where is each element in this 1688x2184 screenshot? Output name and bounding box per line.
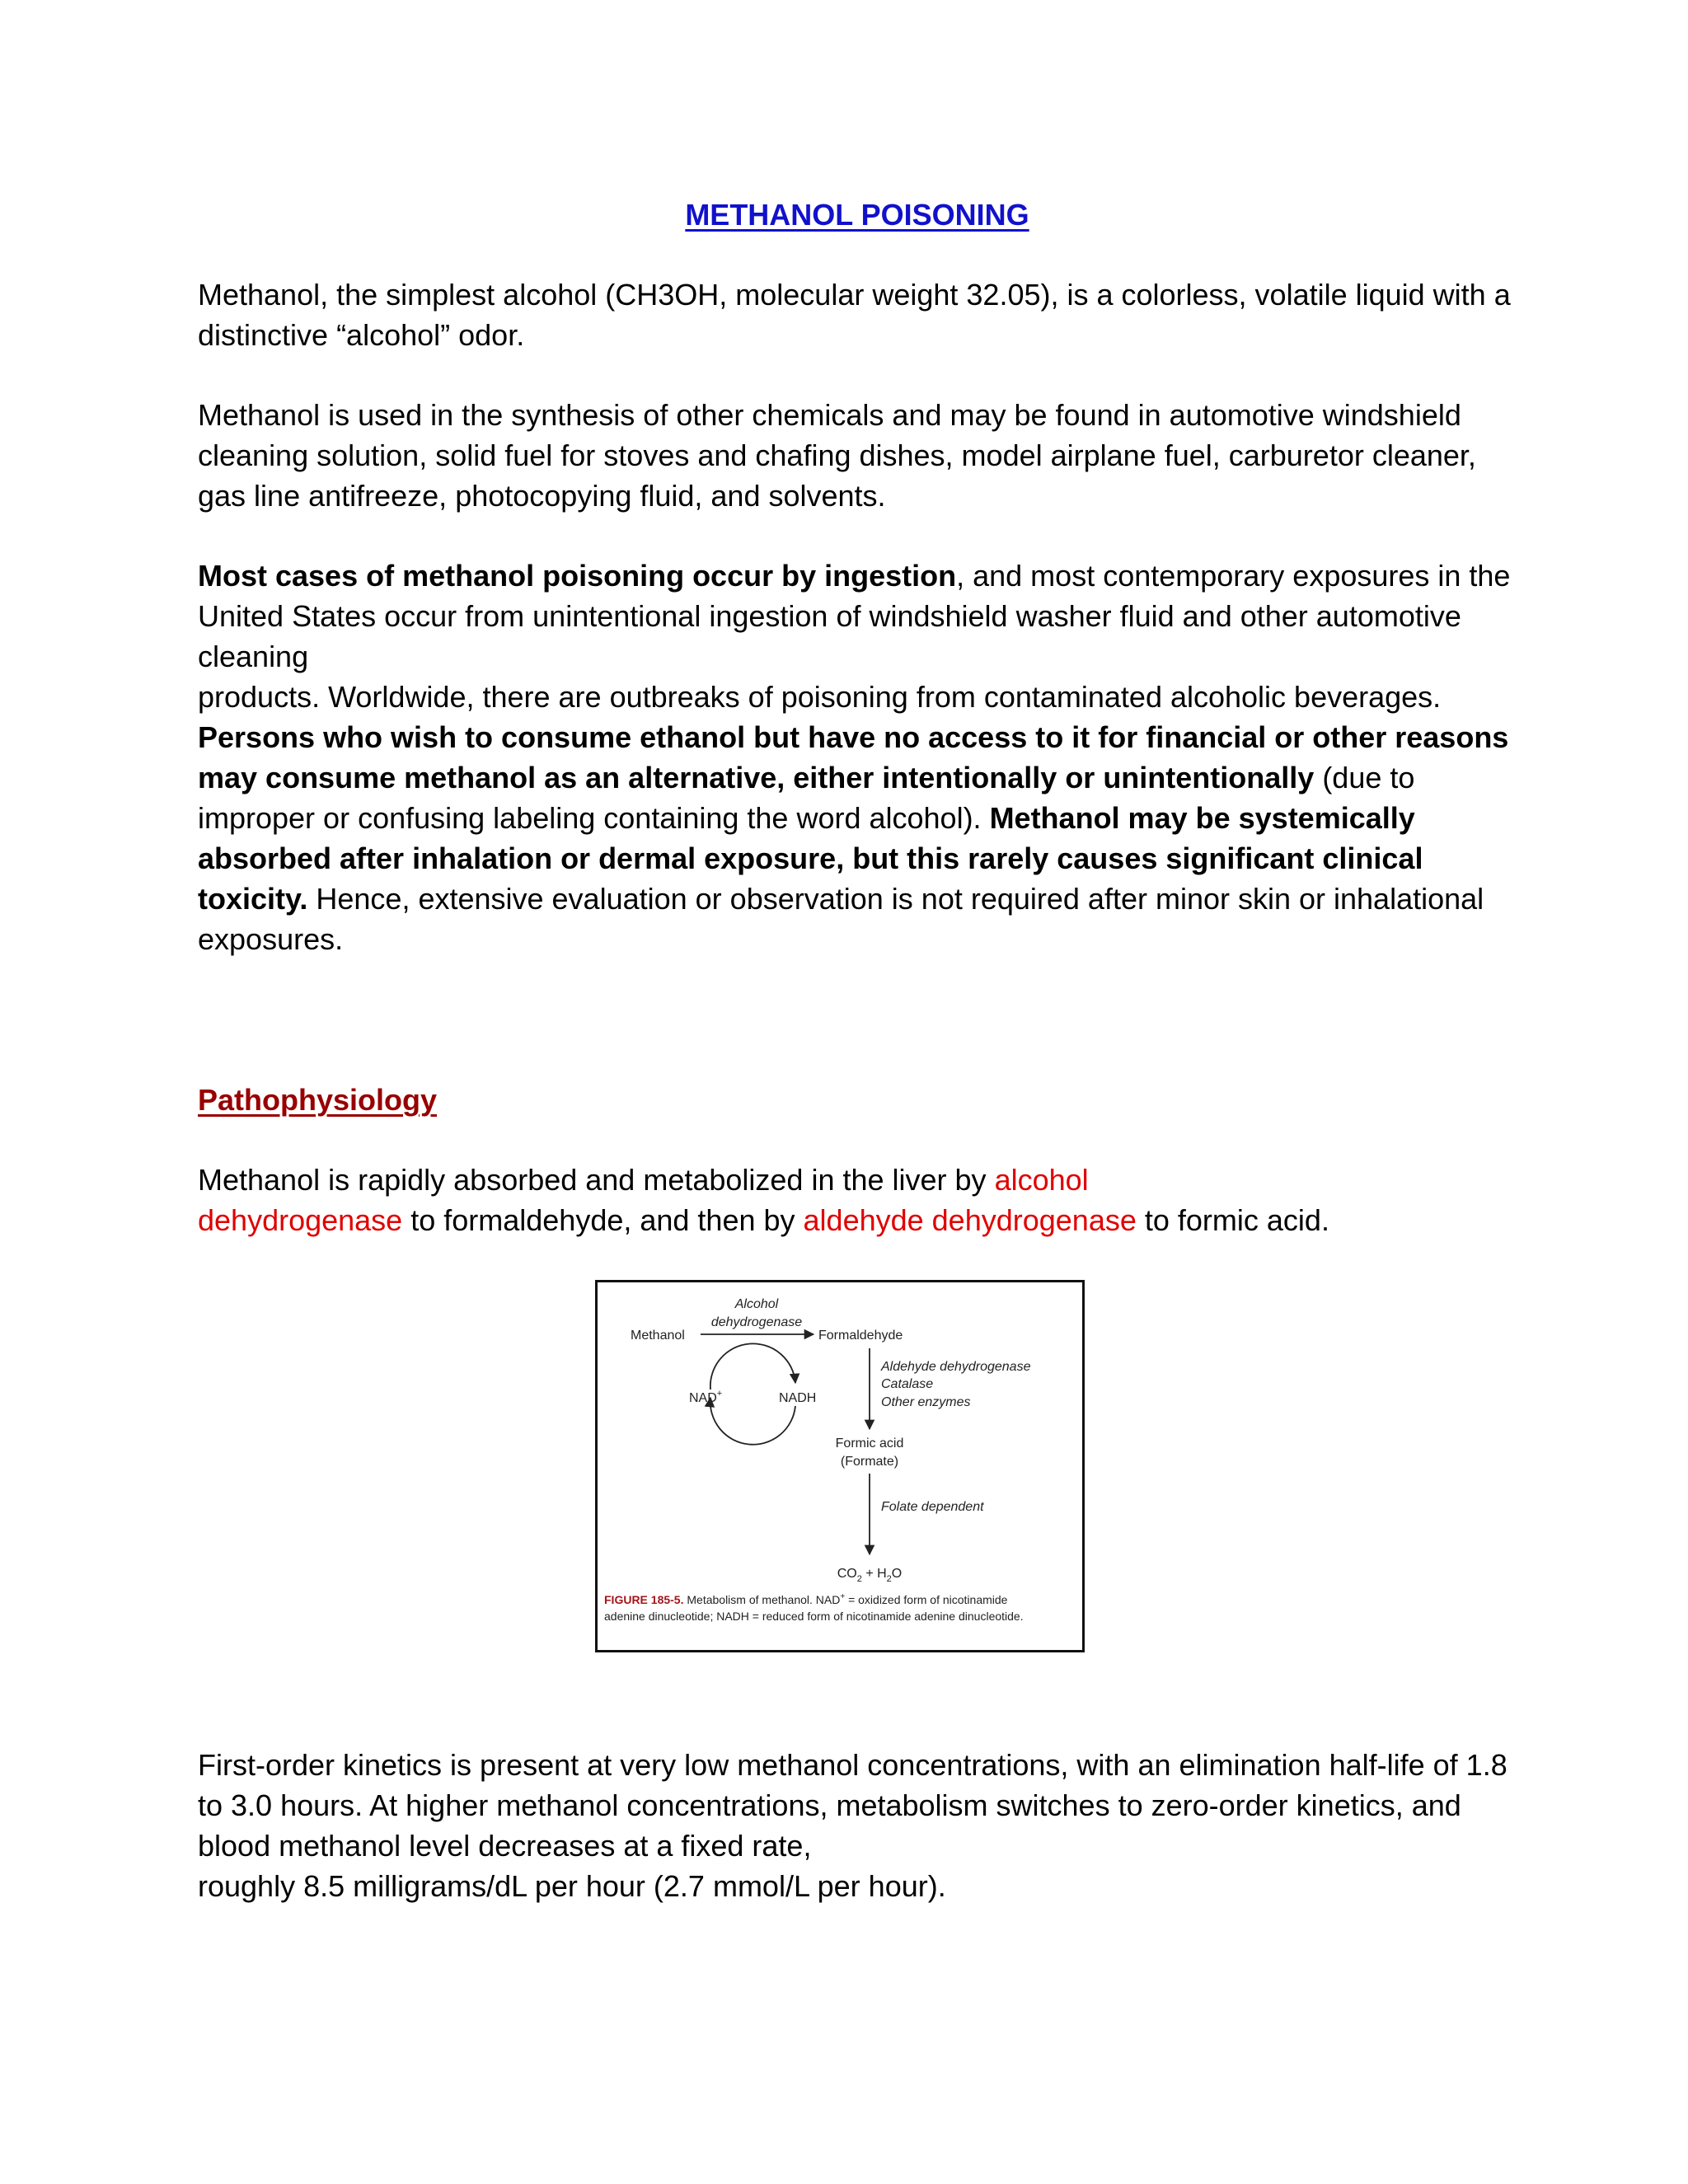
compound-co2-h2o: $CO_2 + H_2O$ (837, 1567, 903, 1584)
label-folate-dependent: Folate dependent (881, 1500, 984, 1514)
enzyme-label-alcohol: Alcohol (734, 1297, 779, 1311)
highlight-alcohol-dehydrogenase: alcohol (994, 1163, 1089, 1197)
enzyme-other: Other enzymes (881, 1395, 971, 1409)
paragraph-kinetics (198, 1745, 1517, 1906)
text-segment: Methanol is rapidly absorbed and metabolized in the liver by (198, 1163, 995, 1197)
cycle-arrow-top (710, 1343, 795, 1390)
text-segment: (due to improper or confusing labeling containing the word alcohol). (198, 761, 1415, 835)
section-heading-pathophysiology: Pathophysiology (198, 1083, 438, 1117)
figure-methanol-metabolism (595, 1280, 1085, 1652)
bold-absorption: Methanol may be systemically absorbed after inhalation or dermal exposure, but this rarely causes significant clinical toxicity. (198, 801, 1423, 916)
figure-caption-line1: FIGURE 185-5. Metabolism of methanol. NAD+ = oxidized form of nicotinamide (604, 1592, 1008, 1606)
text-segment: First-order kinetics is present at very low methanol concentrations, with an elimination half-life of 1.8 to 3.0 hours. At higher methanol concentrations, metabolism switches to zero-order kinetics, and blood methanol level decreases at a fixed rate, (198, 1748, 1507, 1863)
paragraph-metabolism (198, 1160, 1517, 1240)
highlight-alcohol-dehydrogenase-cont: dehydrogenase (198, 1203, 403, 1237)
text-segment: to formaldehyde, and then by (402, 1203, 804, 1237)
cofactor-nad: NAD+ (689, 1389, 723, 1405)
bold-ingestion: Most cases of methanol poisoning occur by ingestion (198, 559, 957, 593)
compound-formic-acid: Formic acid (835, 1436, 904, 1451)
text-segment: to formic acid. (1136, 1203, 1329, 1237)
figure-caption-line2: adenine dinucleotide; NADH = reduced form of nicotinamide adenine dinucleotide. (604, 1610, 1024, 1623)
document-page (198, 194, 1517, 1946)
page-title (198, 194, 1517, 235)
bold-ethanol-alternative: Persons who wish to consume ethanol but have no access to it for financial or other reasons may consume methanol as an alternative, either intentionally or unintentionally (198, 720, 1509, 794)
enzyme-catalase: Catalase (881, 1377, 934, 1391)
text-segment: , and most contemporary exposures in the United States occur from unintentional ingestion of windshield washer fluid and other automotive cleaning (198, 559, 1511, 673)
text-segment: roughly 8.5 milligrams/dL per hour (2.7 mmol/L per hour). (198, 1869, 946, 1903)
compound-methanol: Methanol (631, 1329, 685, 1343)
compound-formate: (Formate) (840, 1455, 899, 1469)
enzyme-label-dehydrogenase: dehydrogenase (710, 1315, 803, 1329)
text-segment: products. Worldwide, there are outbreaks of poisoning from contaminated alcoholic beverages. (198, 680, 1442, 714)
highlight-aldehyde-dehydrogenase: aldehyde dehydrogenase (803, 1203, 1137, 1237)
enzyme-aldehyde-dehydrogenase: Aldehyde dehydrogenase (881, 1360, 1031, 1374)
paragraph-intro: Methanol, the simplest alcohol (CH3OH, molecular weight 32.05), is a colorless, volatile liquid with a distinctive “alcohol” odor. (198, 278, 1511, 352)
text-segment: Hence, extensive evaluation or observation is not required after minor skin or inhalational exposures. (198, 882, 1484, 956)
paragraph-exposure (198, 555, 1517, 959)
title-link[interactable]: METHANOL POISONING (685, 198, 1029, 232)
compound-formaldehyde: Formaldehyde (818, 1329, 903, 1343)
metabolism-diagram (598, 1282, 1082, 1650)
cofactor-nadh: NADH (779, 1391, 817, 1405)
paragraph-uses: Methanol is used in the synthesis of other chemicals and may be found in automotive windshield cleaning solution, solid fuel for stoves and chafing dishes, model airplane fuel, carburetor cleaner, gas line antifreeze, photocopying fluid, and solvents. (198, 398, 1476, 513)
